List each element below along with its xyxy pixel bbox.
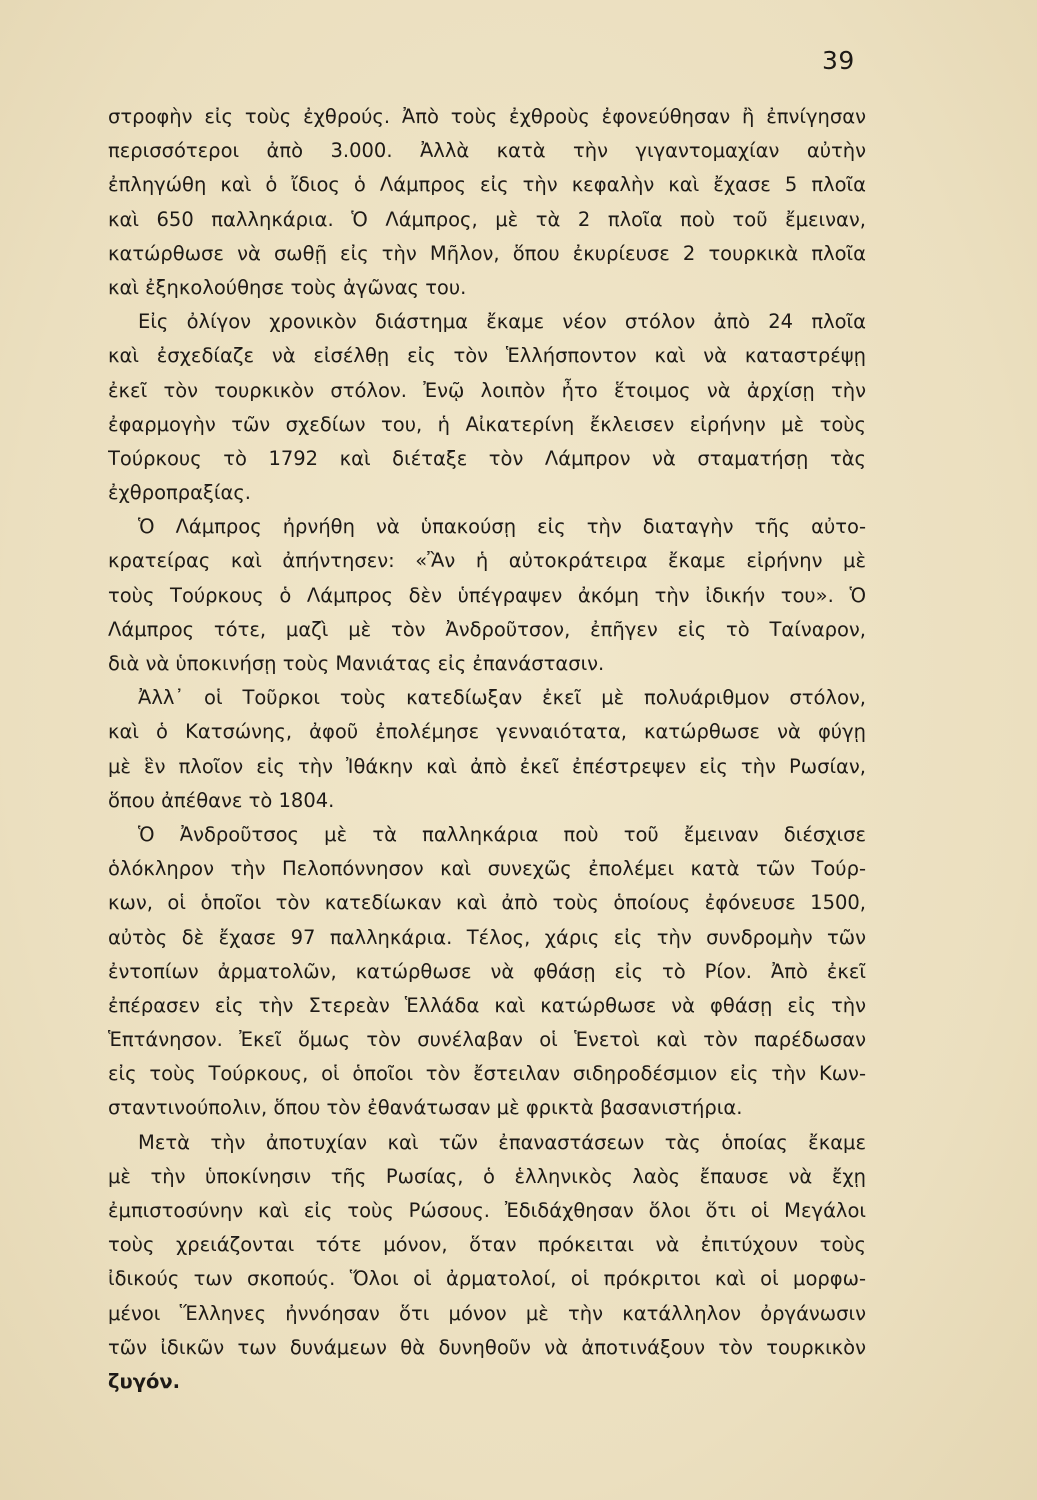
text-line: μὲ τὴν ὑποκίνησιν τῆς Ρωσίας, ὁ ἑλληνικὸς λαὸς ἔπαυσε νὰ ἔχῃ: [108, 1164, 866, 1188]
text-line: ἐφαρμογὴν τῶν σχεδίων του, ἡ Αἰκατερίνη ἔκλεισεν εἰρήνην μὲ τοὺς: [108, 412, 866, 436]
text-line: ὅπου ἀπέθανε τὸ 1804.: [108, 788, 335, 812]
text-line: κατώρθωσε νὰ σωθῇ εἰς τὴν Μῆλον, ὅπου ἐκυρίευσε 2 τουρκικὰ πλοῖα: [108, 241, 866, 265]
text-line: σταντινούπολιν, ὅπου τὸν ἐθανάτωσαν μὲ φρικτὰ βασανιστήρια.: [108, 1096, 743, 1120]
text-line: μένοι Ἕλληνες ἠννόησαν ὅτι μόνον μὲ τὴν κατάλληλον ὀργάνωσιν: [108, 1301, 866, 1325]
text-line: ἐντοπίων ἀρματολῶν, κατώρθωσε νὰ φθάσῃ εἰς τὸ Ρίον. Ἀπὸ ἐκεῖ: [108, 959, 866, 983]
body-text: [108, 100, 866, 1399]
text-line: Εἰς ὀλίγον χρονικὸν διάστημα ἔκαμε νέον στόλον ἀπὸ 24 πλοῖα: [138, 310, 866, 334]
text-line: κων, οἱ ὁποῖοι τὸν κατεδίωκαν καὶ ἀπὸ τοὺς ὁποίους ἐφόνευσε 1500,: [108, 891, 866, 915]
text-line: αὐτὸς δὲ ἔχασε 97 παλληκάρια. Τέλος, χάρις εἰς τὴν συνδρομὴν τῶν: [108, 925, 866, 949]
text-line: ἐπέρασεν εἰς τὴν Στερεὰν Ἑλλάδα καὶ κατώρθωσε νὰ φθάσῃ εἰς τὴν: [108, 993, 866, 1017]
text-line: καὶ ὁ Κατσώνης, ἀφοῦ ἐπολέμησε γενναιότατα, κατώρθωσε νὰ φύγῃ: [108, 720, 866, 744]
text-line: ἐχθροπραξίας.: [108, 481, 251, 505]
text-line: ἰδικούς των σκοπούς. Ὅλοι οἱ ἀρματολοί, οἱ πρόκριτοι καὶ οἱ μορφω-: [108, 1267, 866, 1291]
text-line: Τούρκους τὸ 1792 καὶ διέταξε τὸν Λάμπρον νὰ σταματήσῃ τὰς: [108, 446, 866, 470]
text-line: Ἀλλ᾽ οἱ Τοῦρκοι τοὺς κατεδίωξαν ἐκεῖ μὲ πολυάριθμον στόλον,: [138, 686, 866, 710]
text-line: Μετὰ τὴν ἀποτυχίαν καὶ τῶν ἐπαναστάσεων τὰς ὁποίας ἔκαμε: [138, 1130, 866, 1154]
text-line: τῶν ἰδικῶν των δυνάμεων θὰ δυνηθοῦν νὰ ἀποτινάξουν τὸν τουρκικὸν: [108, 1335, 866, 1359]
text-line: καὶ ἐσχεδίαζε νὰ εἰσέλθῃ εἰς τὸν Ἑλλήσποντον καὶ νὰ καταστρέψῃ: [108, 344, 866, 368]
text-line: ζυγόν.: [108, 1369, 181, 1393]
text-line: ἐμπιστοσύνην καὶ εἰς τοὺς Ρώσους. Ἐδιδάχθησαν ὅλοι ὅτι οἱ Μεγάλοι: [108, 1199, 866, 1222]
text-line: στροφὴν εἰς τοὺς ἐχθρούς. Ἀπὸ τοὺς ἐχθροὺς ἐφονεύθησαν ἢ ἐπνίγησαν: [108, 105, 866, 128]
text-line: Ὁ Λάμπρος ἠρνήθη νὰ ὑπακούσῃ εἰς τὴν διαταγὴν τῆς αὐτο-: [138, 515, 866, 539]
text-line: Ὁ Ἀνδροῦτσος μὲ τὰ παλληκάρια ποὺ τοῦ ἔμειναν διέσχισε: [138, 822, 866, 846]
text-line: τοὺς Τούρκους ὁ Λάμπρος δὲν ὑπέγραψεν ἀκόμη τὴν ἰδικήν του». Ὁ: [108, 583, 866, 607]
text-line: διὰ νὰ ὑποκινήσῃ τοὺς Μανιάτας εἰς ἐπανάστασιν.: [108, 652, 605, 675]
text-line: τοὺς χρειάζονται τότε μόνον, ὅταν πρόκειται νὰ ἐπιτύχουν τοὺς: [108, 1233, 866, 1257]
text-line: ἐκεῖ τὸν τουρκικὸν στόλον. Ἐνῷ λοιπὸν ἦτο ἕτοιμος νὰ ἀρχίσῃ τὴν: [108, 378, 866, 402]
text-line: εἰς τοὺς Τούρκους, οἱ ὁποῖοι τὸν ἔστειλαν σιδηροδέσμιον εἰς τὴν Κων-: [108, 1062, 866, 1086]
text-line: περισσότεροι ἀπὸ 3.000. Ἀλλὰ κατὰ τὴν γιγαντομαχίαν αὐτὴν: [108, 139, 866, 163]
page-number: 39: [822, 46, 855, 75]
text-line: μὲ ἓν πλοῖον εἰς τὴν Ἰθάκην καὶ ἀπὸ ἐκεῖ ἐπέστρεψεν εἰς τὴν Ρωσίαν,: [108, 754, 866, 778]
text-line: ὁλόκληρον τὴν Πελοπόννησον καὶ συνεχῶς ἐπολέμει κατὰ τῶν Τούρ-: [108, 857, 866, 881]
text-line: Ἑπτάνησον. Ἐκεῖ ὅμως τὸν συνέλαβαν οἱ Ἑνετοὶ καὶ τὸν παρέδωσαν: [108, 1028, 866, 1052]
text-line: καὶ 650 παλληκάρια. Ὁ Λάμπρος, μὲ τὰ 2 πλοῖα ποὺ τοῦ ἔμειναν,: [108, 207, 866, 231]
text-line: καὶ ἐξηκολούθησε τοὺς ἀγῶνας του.: [108, 275, 467, 299]
text-line: Λάμπρος τότε, μαζὶ μὲ τὸν Ἀνδροῦτσον, ἐπῆγεν εἰς τὸ Ταίναρον,: [108, 617, 866, 641]
text-line: κρατείρας καὶ ἀπήντησεν: «Ἂν ἡ αὐτοκράτειρα ἔκαμε εἰρήνην μὲ: [108, 549, 866, 573]
text-line: ἐπληγώθη καὶ ὁ ἴδιος ὁ Λάμπρος εἰς τὴν κεφαλὴν καὶ ἔχασε 5 πλοῖα: [108, 173, 866, 197]
